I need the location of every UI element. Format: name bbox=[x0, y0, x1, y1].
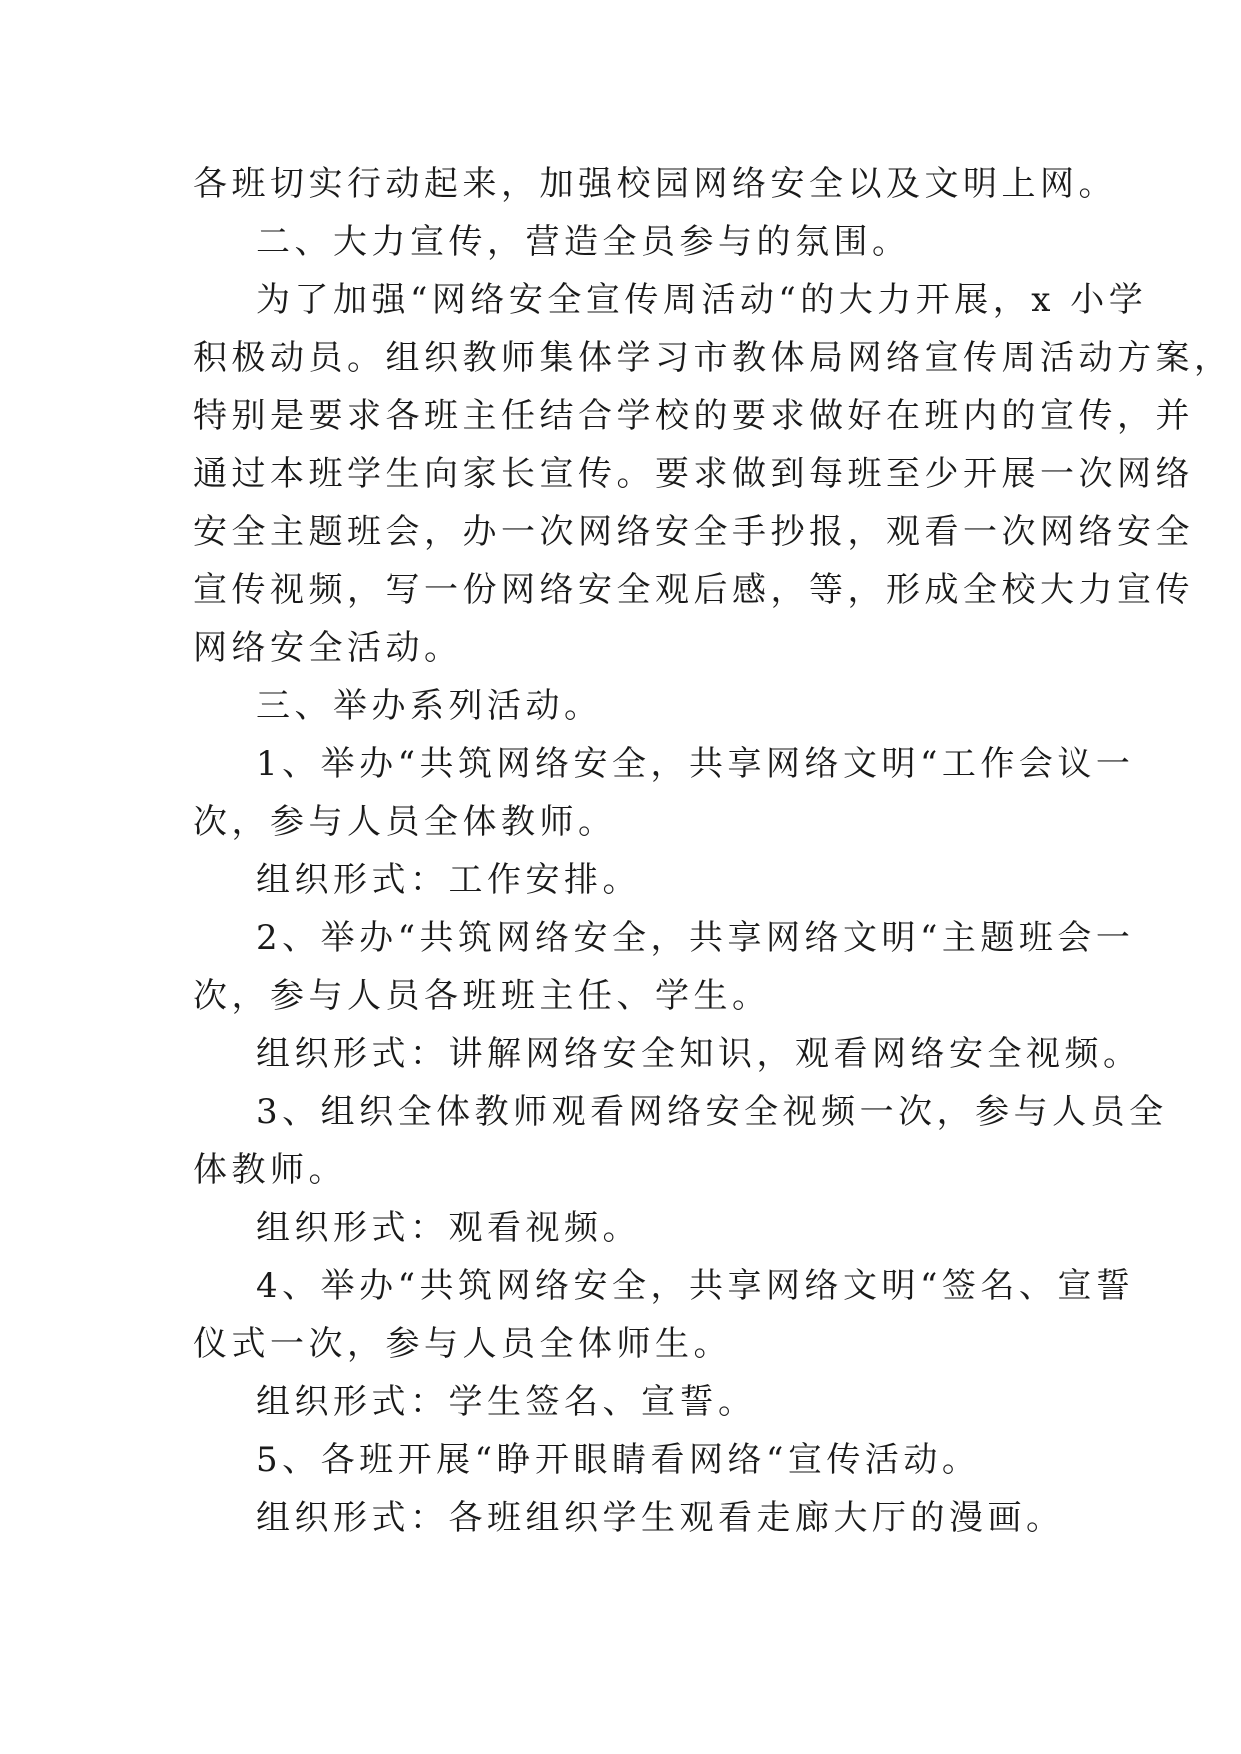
text-line-14: 2、举办“共筑网络安全，共享网络文明“主题班会一 bbox=[256, 918, 1135, 958]
text-line-17: 3、组织全体教师观看网络安全视频一次，参与人员全 bbox=[256, 1092, 1168, 1132]
text-line-10: 三、举办系列活动。 bbox=[256, 686, 603, 726]
text-line-11: 1、举办“共筑网络安全，共享网络文明“工作会议一 bbox=[256, 744, 1135, 784]
text-line-7: 安全主题班会，办一次网络安全手抄报，观看一次网络安全 bbox=[193, 512, 1194, 552]
text-line-16: 组织形式：讲解网络安全知识，观看网络安全视频。 bbox=[256, 1034, 1142, 1074]
text-line-18: 体教师。 bbox=[193, 1150, 347, 1190]
text-line-24: 组织形式：各班组织学生观看走廊大厅的漫画。 bbox=[256, 1498, 1065, 1538]
text-line-4: 积极动员。组织教师集体学习市教体局网络宣传周活动方案， bbox=[193, 338, 1233, 378]
text-line-20: 4、举办“共筑网络安全，共享网络文明“签名、宣誓 bbox=[256, 1266, 1135, 1306]
text-line-8: 宣传视频，写一份网络安全观后感，等，形成全校大力宣传 bbox=[193, 570, 1194, 610]
text-line-22: 组织形式：学生签名、宣誓。 bbox=[256, 1382, 757, 1422]
text-line-21: 仪式一次，参与人员全体师生。 bbox=[193, 1324, 732, 1364]
text-line-9: 网络安全活动。 bbox=[193, 628, 463, 668]
text-line-12: 次，参与人员全体教师。 bbox=[193, 802, 617, 842]
text-line-3: 为了加强“网络安全宣传周活动“的大力开展，x 小学 bbox=[256, 280, 1148, 320]
text-line-6: 通过本班学生向家长宣传。要求做到每班至少开展一次网络 bbox=[193, 454, 1194, 494]
text-line-23: 5、各班开展“睁开眼睛看网络“宣传活动。 bbox=[256, 1440, 981, 1480]
text-line-1: 各班切实行动起来，加强校园网络安全以及文明上网。 bbox=[193, 164, 1117, 204]
text-line-5: 特别是要求各班主任结合学校的要求做好在班内的宣传，并 bbox=[193, 396, 1194, 436]
text-line-13: 组织形式：工作安排。 bbox=[256, 860, 641, 900]
text-line-15: 次，参与人员各班班主任、学生。 bbox=[193, 976, 771, 1016]
text-line-19: 组织形式：观看视频。 bbox=[256, 1208, 641, 1248]
text-line-2: 二、大力宣传，营造全员参与的氛围。 bbox=[256, 222, 911, 262]
